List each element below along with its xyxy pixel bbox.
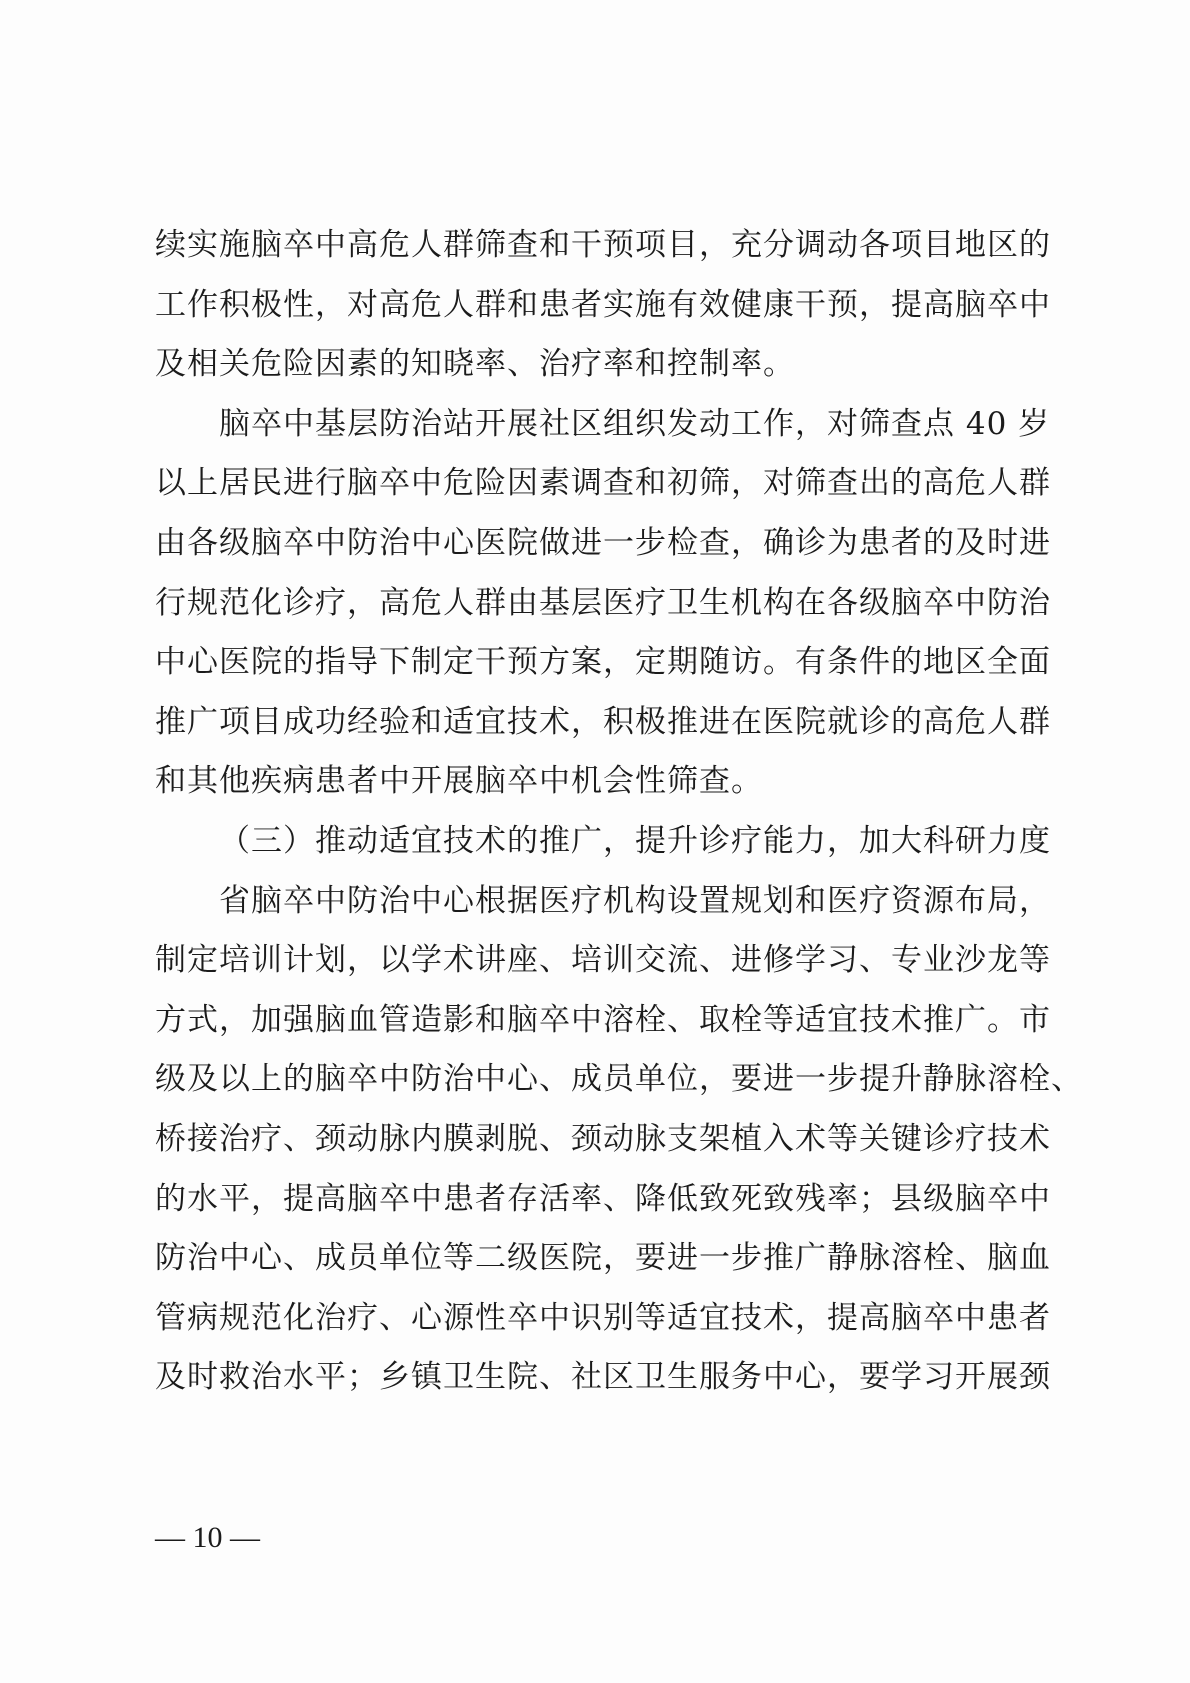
text-line-2: 工作积极性，对高危人群和患者实施有效健康干预，提高脑卒中 [155,286,1051,323]
text-line-17: 的水平，提高脑卒中患者存活率、降低致死致残率；县级脑卒中 [155,1180,1051,1217]
text-line-13: 制定培训计划，以学术讲座、培训交流、进修学习、专业沙龙等 [155,942,1051,979]
section-heading: （三）推动适宜技术的推广，提升诊疗能力，加大科研力度 [219,822,1051,859]
text-line-19: 管病规范化治疗、心源性卒中识别等适宜技术，提高脑卒中患者 [155,1299,1051,1336]
text-line-10: 和其他疾病患者中开展脑卒中机会性筛查。 [155,763,763,800]
text-line-7: 行规范化诊疗，高危人群由基层医疗卫生机构在各级脑卒中防治 [155,584,1051,621]
text-line-4: 脑卒中基层防治站开展社区组织发动工作，对筛查点 40 岁 [219,405,1051,442]
text-line-14: 方式，加强脑血管造影和脑卒中溶栓、取栓等适宜技术推广。市 [155,1001,1051,1038]
text-line-12: 省脑卒中防治中心根据医疗机构设置规划和医疗资源布局， [219,882,1051,919]
text-line-9: 推广项目成功经验和适宜技术，积极推进在医院就诊的高危人群 [155,703,1051,740]
page-number: — 10 — [155,1521,260,1554]
text-line-1: 续实施脑卒中高危人群筛查和干预项目，充分调动各项目地区的 [155,227,1051,263]
text-line-20: 及时救治水平；乡镇卫生院、社区卫生服务中心，要学习开展颈 [155,1359,1051,1396]
body-text [155,216,1083,1408]
text-line-8: 中心医院的指导下制定干预方案，定期随访。有条件的地区全面 [155,644,1051,681]
text-line-16: 桥接治疗、颈动脉内膜剥脱、颈动脉支架植入术等关键诊疗技术 [155,1120,1051,1157]
text-line-18: 防治中心、成员单位等二级医院，要进一步推广静脉溶栓、脑血 [155,1240,1051,1277]
text-line-15: 级及以上的脑卒中防治中心、成员单位，要进一步提升静脉溶栓、 [155,1061,1083,1098]
text-line-3: 及相关危险因素的知晓率、治疗率和控制率。 [155,346,795,383]
text-line-6: 由各级脑卒中防治中心医院做进一步检查，确诊为患者的及时进 [155,524,1051,561]
text-line-5: 以上居民进行脑卒中危险因素调查和初筛，对筛查出的高危人群 [155,465,1051,502]
